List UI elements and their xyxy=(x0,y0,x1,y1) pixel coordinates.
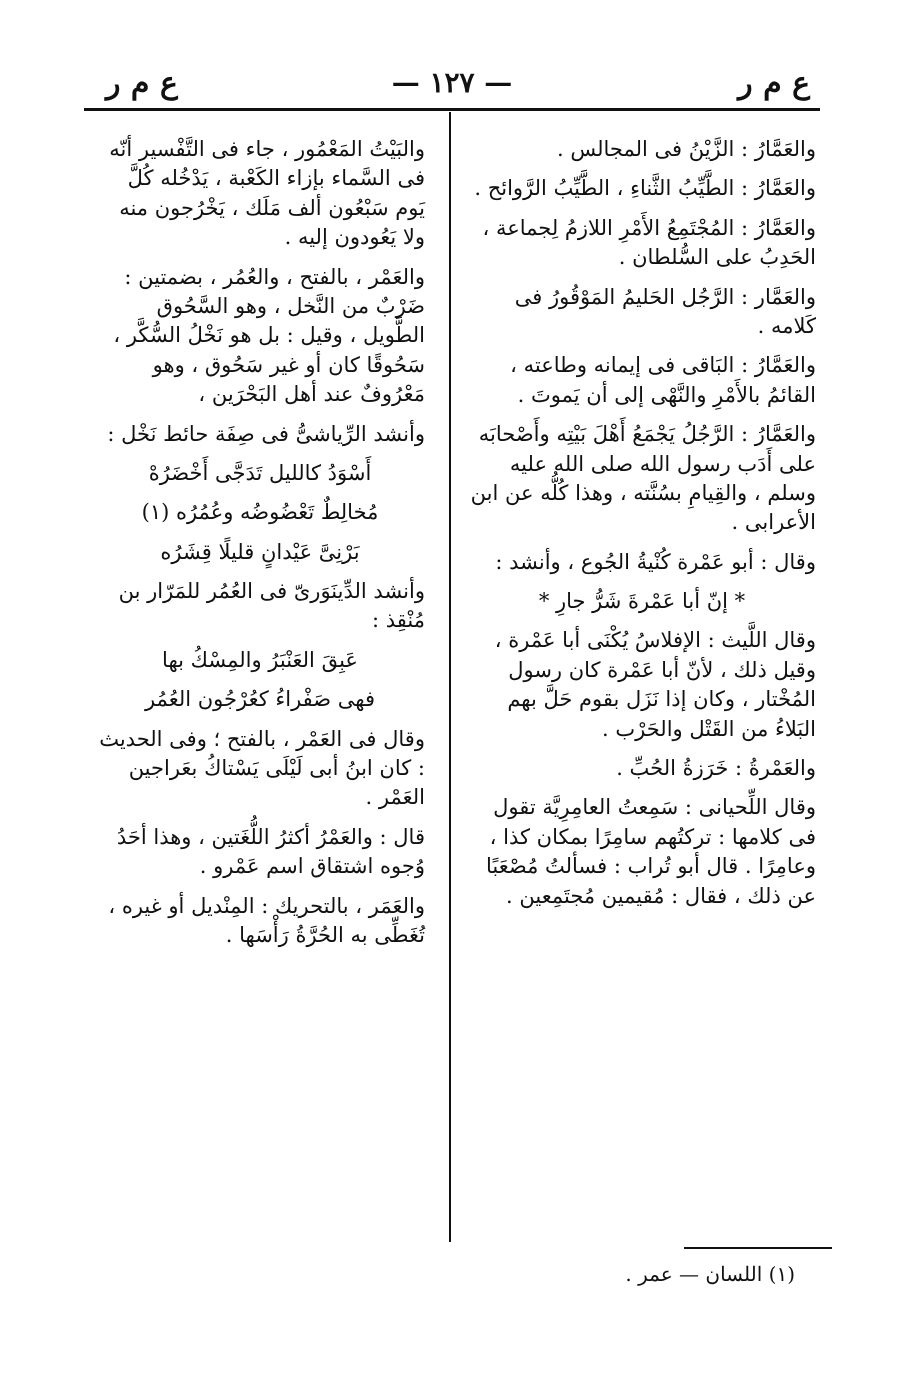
entry-paragraph: وقال : أبو عَمْرة كُنْيةُ الجُوع ، وأنشد : xyxy=(495,549,816,574)
column-divider xyxy=(449,112,451,1242)
verse-line: مُخالِطٌ تَعْضُوضُه وعُمُرُه (١) xyxy=(141,500,379,525)
entry-paragraph: والعَمْرةُ : خَرَزةُ الحُبِّ . xyxy=(616,756,816,781)
entry-paragraph: والعَمَّارُ : البَاقى فى إيمانه وطاعته ، القائمُ بالأَمْرِ والنَّهْى إلى أن يَموتَ . xyxy=(510,353,816,407)
verse-line: عَبِقَ العَنْبَرُ والمِسْكُ بها xyxy=(162,647,358,672)
right-column xyxy=(468,135,816,921)
page-header xyxy=(84,60,820,110)
entry-paragraph: والعَمَّارُ : الرَّجُلُ يَجْمَعُ أَهْلَ بَيْتِه وأَصْحابَه على أَدَب رسول الله صلى الله عليه وسلم ، والقِيامِ بسُنَّته ، وهذا كُلُّه عن ابن الأعرابى . xyxy=(470,422,816,535)
entry-paragraph: والعَمَّارُ : المُجْتَمِعُ الأَمْرِ اللازمُ لِجماعة ، الحَدِبُ على السُّلطان . xyxy=(482,215,816,270)
entry-paragraph: والبَيْتُ المَعْمُور ، جاء فى التَّفْسير أنّه فى السَّماء بإزاء الكَعْبة ، يَدْخُله كُلَّ يَوم سَبْعُون ألف مَلَك ، يَخْرُجون منه ولا يَعُودون إليه . xyxy=(109,137,425,250)
entry-paragraph: وأنشد الدِّينَوَرىّ فى العُمُر للمَرّار بن مُنْقِذ : xyxy=(118,579,425,633)
entry-paragraph: وقال اللَّيث : الإفلاسُ يُكْنَى أبا عَمْرة ، وقيل ذلك ، لأنّ أبا عَمْرة كان رسول المُخْتار ، وكان إذا نَزَل بقوم حَلَّ بهم البَلاءُ من القَتْل والحَرْب . xyxy=(494,628,816,741)
entry-paragraph: وأنشد الرِّياشىُّ فى صِفَة حائط نَخْل : xyxy=(107,421,425,446)
verse-line: بَرْنِىَّ عَيْدانٍ قليلًا قِشَرُه xyxy=(160,539,360,564)
left-column xyxy=(95,135,425,960)
entry-paragraph: والعَمَّار : الرَّجُل الحَليمُ المَوْقُورُ فى كَلامه . xyxy=(514,284,816,338)
entry-paragraph: والعَمَر ، بالتحريك : المِنْديل أو غيره ، تُغَطِّى به الحُرَّةُ رَأْسَها . xyxy=(108,893,425,947)
header-root-left: ع م ر xyxy=(106,66,178,101)
page-number: — ١٢٧ — xyxy=(391,66,513,99)
header-rule xyxy=(84,108,820,111)
footnote-rule xyxy=(684,1247,832,1249)
entry-paragraph: والعَمْر ، بالفتح ، والعُمُر ، بضمتين : ضَرْبٌ من النَّخل ، وهو السَّحُوق الطَّويل ، وقيل : بل هو نَخْلُ السُّكَّر ، سَحُوقًا كان أو غير سَحُوق ، وهو مَعْرُوفٌ عند أهل البَحْرَين ، xyxy=(113,264,425,407)
entry-paragraph: وقال اللِّحيانى : سَمِعتُ العامِرِيَّة تقول فى كلامها : تركتُهم سامِرًا بمكان كذا ، وعامِرًا . قال أبو تُراب : فسألتُ مُصْعَبًا عن ذلك ، فقال : مُقيمين مُجتَمِعين . xyxy=(486,795,816,908)
entry-paragraph: وقال فى العَمْر ، بالفتح ؛ وفى الحديث : كان ابنُ أبى لَيْلَى يَسْتاكُ بعَراجين العَمْر . xyxy=(99,726,425,810)
verse-line: فهى صَفْراءُ كعُرْجُون العُمُر xyxy=(144,687,376,712)
header-root-right: ع م ر xyxy=(738,66,810,101)
entry-paragraph: والعَمَّارُ : الزَّيْنُ فى المجالس . xyxy=(556,137,816,161)
entry-paragraph: والعَمَّارُ : الطَّيِّبُ الثَّناءِ ، الطَّيِّبُ الرَّوائح . xyxy=(474,176,816,201)
verse-line: * إنّ أبا عَمْرةَ شَرُّ جارِ * xyxy=(538,589,746,614)
footnote: (١) اللسان — عمر . xyxy=(625,1262,795,1286)
verse-line: أَسْوَدُ كالليل تَدَجَّى أَخْضَرُهْ xyxy=(148,460,372,485)
entry-paragraph: قال : والعَمْرُ أكثرُ اللُّغَتين ، وهذا أحَدُ وُجوه اشتقاق اسم عَمْرو . xyxy=(116,824,425,879)
